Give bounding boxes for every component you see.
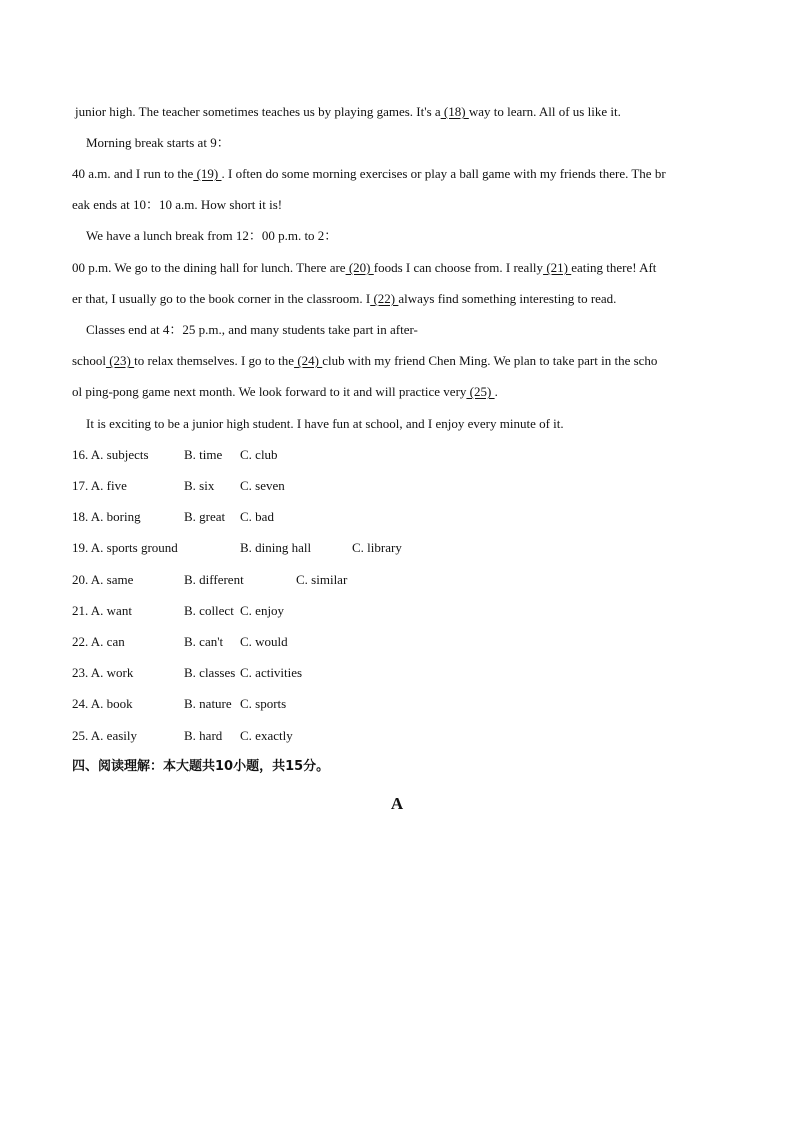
option-a: 18. A. boring [72,509,141,524]
passage-text: club with my friend Chen Ming. We plan to take part in the scho [322,353,658,368]
passage-line-6 [72,260,722,276]
option-b: B. nature [184,696,232,711]
passage-text: school [72,353,106,368]
passage-text: er that, I usually go to the book corner in the classroom. I [72,291,371,306]
passage-text: way to learn. All of us like it. [468,104,621,119]
passage-text: We have a lunch break from 12：00 p.m. to 2： [86,228,338,243]
option-b: B. great [184,509,226,524]
option-a: 20. A. same [72,572,134,587]
option-a: 25. A. easily [72,728,137,743]
passage-label: A [390,794,404,813]
passage-text: 00 p.m. We go to the dining hall for lunch. There are [72,260,346,275]
option-b: B. collect [184,603,234,618]
option-b: B. different [184,572,244,587]
passage-text: . I often do some morning exercises or play a ball game with my friends there. The br [221,166,666,181]
passage-line-2 [86,135,736,151]
option-c: C. enjoy [240,603,285,618]
option-a: 19. A. sports ground [72,540,178,555]
passage-text: foods I can choose from. I really [373,260,544,275]
blank-19: (19) [193,166,222,181]
option-b: B. classes [184,665,236,680]
option-c: C. sports [240,696,287,711]
option-c: C. exactly [240,728,293,743]
option-c: C. activities [240,665,303,680]
passage-text: always find something interesting to read. [398,291,617,306]
blank-24: (24) [294,353,323,368]
blank-21: (21) [543,260,572,275]
option-a: 23. A. work [72,665,134,680]
passage-text: eak ends at 10：10 a.m. How short it is! [72,197,283,212]
option-a: 17. A. five [72,478,127,493]
option-a: 21. A. want [72,603,132,618]
passage-line-11 [86,416,736,432]
passage-text: 40 a.m. and I run to the [72,166,194,181]
option-c: C. similar [296,572,348,587]
section-heading: 四、阅读理解：本大题共10小题，共15分。 [72,759,330,774]
passage-line-5 [86,228,736,244]
option-b: B. time [184,447,223,462]
option-a: 16. A. subjects [72,447,149,462]
option-c: C. would [240,634,288,649]
blank-20: (20) [345,260,374,275]
option-b: B. six [184,478,215,493]
option-b: B. can't [184,634,224,649]
option-c: C. library [352,540,402,555]
option-a: 22. A. can [72,634,125,649]
blank-25: (25) [466,384,495,399]
passage-line-9 [72,353,722,369]
passage-text: to relax themselves. I go to the [134,353,295,368]
option-b: B. hard [184,728,223,743]
option-a: 24. A. book [72,696,133,711]
passage-line-7 [72,291,722,307]
option-b: B. dining hall [240,540,312,555]
blank-18: (18) [440,104,469,119]
passage-line-3 [72,166,722,182]
option-c: C. seven [240,478,285,493]
passage-line-4 [72,197,722,213]
blank-23: (23) [105,353,135,368]
passage-line-10 [72,384,722,400]
blank-22: (22) [370,291,399,306]
passage-text: ol ping-pong game next month. We look forward to it and will practice very [72,384,467,399]
passage-text: . [494,384,498,399]
passage-text: junior high. The teacher sometimes teaches us by playing games. It's a [75,104,441,119]
passage-text: Morning break starts at 9： [86,135,230,150]
passage-text: Classes end at 4：25 p.m., and many students take part in after- [86,322,418,337]
passage-text: eating there! Aft [571,260,657,275]
option-c: C. club [240,447,278,462]
passage-line-8 [86,322,736,338]
option-c: C. bad [240,509,274,524]
passage-text: It is exciting to be a junior high student. I have fun at school, and I enjoy every minute of it. [86,416,564,431]
passage-line-1 [75,104,725,120]
